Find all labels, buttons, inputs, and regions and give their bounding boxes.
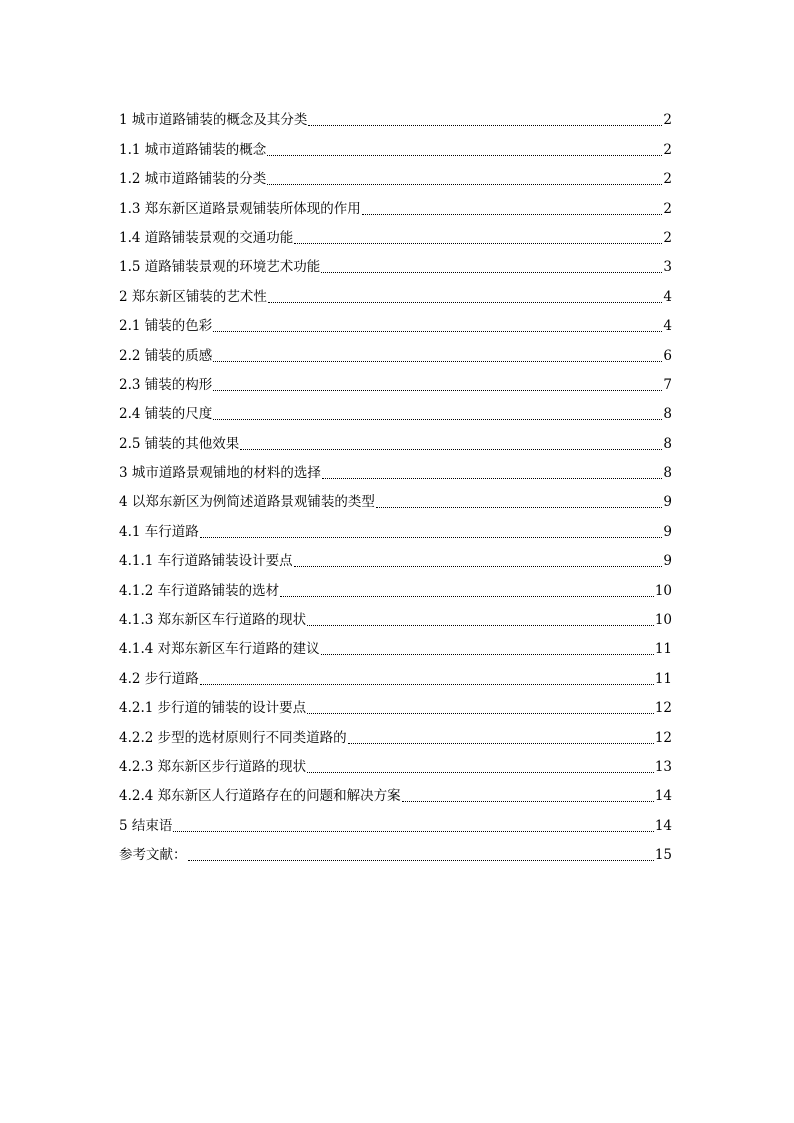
toc-entry-page: 9 [663,553,672,570]
toc-entry-page: 11 [654,670,672,687]
toc-dot-leader [322,478,663,479]
toc-entry-title: 5 结束语 [119,817,173,834]
toc-dot-leader [362,214,663,215]
toc-entry-title: 4.2.2 步型的选材原则行不同类道路的 [119,729,347,746]
toc-dot-leader [308,125,662,126]
toc-entry-title: 1.4 道路铺装景观的交通功能 [119,229,294,246]
toc-entry[interactable] [119,482,672,511]
toc-dot-leader [213,390,662,391]
toc-dot-leader [294,243,662,244]
toc-entry-title: 4.1.1 车行道路铺装设计要点 [119,553,293,570]
toc-entry-page: 14 [654,817,672,834]
toc-entry[interactable] [119,835,672,864]
toc-entry-title: 2 郑东新区铺装的艺术性 [119,288,267,305]
toc-entry-title: 2.3 铺装的构形 [119,376,213,393]
toc-entry-page: 9 [663,523,672,540]
toc-dot-leader [240,449,662,450]
toc-entry-title: 2.4 铺装的尺度 [119,406,213,423]
toc-entry-page: 8 [663,435,672,452]
toc-entry-page: 4 [663,288,672,305]
toc-entry-page: 9 [663,494,672,511]
toc-dot-leader [173,831,653,832]
toc-entry[interactable] [119,423,672,452]
toc-entry-title: 4.1 车行道路 [119,523,199,540]
toc-entry-page: 3 [663,259,672,276]
toc-entry[interactable] [119,159,672,188]
toc-entry[interactable] [119,276,672,305]
toc-entry-title: 3 城市道路景观铺地的材料的选择 [119,465,321,482]
toc-entry-title: 1.2 城市道路铺装的分类 [119,171,267,188]
toc-entry-page: 11 [654,641,672,658]
toc-dot-leader [294,566,663,567]
toc-entry[interactable] [119,717,672,746]
toc-dot-leader [321,272,662,273]
toc-entry-page: 14 [654,788,672,805]
toc-dot-leader [280,596,654,597]
toc-entry-page: 15 [654,847,672,864]
toc-entry-title: 4.1.3 郑东新区车行道路的现状 [119,612,307,629]
toc-entry[interactable] [119,511,672,540]
toc-entry[interactable] [119,100,672,129]
toc-dot-leader [376,507,663,508]
toc-entry[interactable] [119,394,672,423]
toc-dot-leader [200,537,663,538]
toc-entry-page: 8 [663,465,672,482]
toc-entry[interactable] [119,747,672,776]
toc-entry-page: 10 [654,582,672,599]
toc-entry[interactable] [119,129,672,158]
toc-entry-title: 4.1.2 车行道路铺装的选材 [119,582,280,599]
toc-entry-title: 参考文献： [119,847,187,864]
toc-dot-leader [402,801,654,802]
toc-entry-page: 12 [654,729,672,746]
toc-entry-page: 2 [663,200,672,217]
toc-entry[interactable] [119,629,672,658]
toc-entry-title: 4.2.4 郑东新区人行道路存在的问题和解决方案 [119,788,401,805]
toc-entry-page: 7 [663,376,672,393]
toc-dot-leader [267,155,662,156]
toc-entry-title: 2.1 铺装的色彩 [119,318,213,335]
toc-dot-leader [268,302,663,303]
toc-entry[interactable] [119,188,672,217]
toc-entry-page: 4 [663,318,672,335]
toc-entry[interactable] [119,600,672,629]
toc-dot-leader [307,713,654,714]
toc-entry-page: 2 [663,112,672,129]
toc-entry-title: 4.1.4 对郑东新区车行道路的建议 [119,641,320,658]
toc-dot-leader [188,860,654,861]
toc-dot-leader [307,772,654,773]
toc-dot-leader [348,743,654,744]
toc-dot-leader [213,419,662,420]
toc-entry[interactable] [119,247,672,276]
toc-dot-leader [307,625,654,626]
toc-entry[interactable] [119,218,672,247]
toc-entry-title: 4 以郑东新区为例简述道路景观铺装的类型 [119,494,375,511]
toc-entry-title: 1.1 城市道路铺装的概念 [119,141,267,158]
toc-entry-title: 1 城市道路铺装的概念及其分类 [119,112,308,129]
toc-entry-page: 8 [663,406,672,423]
toc-entry-title: 4.2.3 郑东新区步行道路的现状 [119,758,307,775]
toc-entry[interactable] [119,805,672,834]
toc-dot-leader [213,331,662,332]
toc-entry[interactable] [119,365,672,394]
toc-entry-page: 2 [663,141,672,158]
toc-entry-page: 10 [654,612,672,629]
toc-entry-page: 2 [663,171,672,188]
toc-entry[interactable] [119,453,672,482]
toc-entry-page: 2 [663,229,672,246]
toc-dot-leader [213,361,662,362]
toc-entry-title: 2.5 铺装的其他效果 [119,435,240,452]
toc-dot-leader [200,684,654,685]
toc-dot-leader [321,654,654,655]
toc-entry[interactable] [119,776,672,805]
toc-entry[interactable] [119,658,672,687]
toc-entry-title: 1.5 道路铺装景观的环境艺术功能 [119,259,321,276]
toc-entry-page: 12 [654,700,672,717]
toc-entry[interactable] [119,688,672,717]
table-of-contents [119,100,672,864]
toc-entry-title: 4.2 步行道路 [119,670,199,687]
toc-entry[interactable] [119,335,672,364]
toc-entry[interactable] [119,306,672,335]
toc-entry[interactable] [119,570,672,599]
toc-entry-title: 4.2.1 步行道的铺装的设计要点 [119,700,307,717]
toc-entry-page: 13 [654,758,672,775]
toc-entry-title: 2.2 铺装的质感 [119,347,213,364]
toc-entry-page: 6 [663,347,672,364]
toc-entry-title: 1.3 郑东新区道路景观铺装所体现的作用 [119,200,361,217]
toc-dot-leader [267,184,662,185]
toc-entry[interactable] [119,541,672,570]
